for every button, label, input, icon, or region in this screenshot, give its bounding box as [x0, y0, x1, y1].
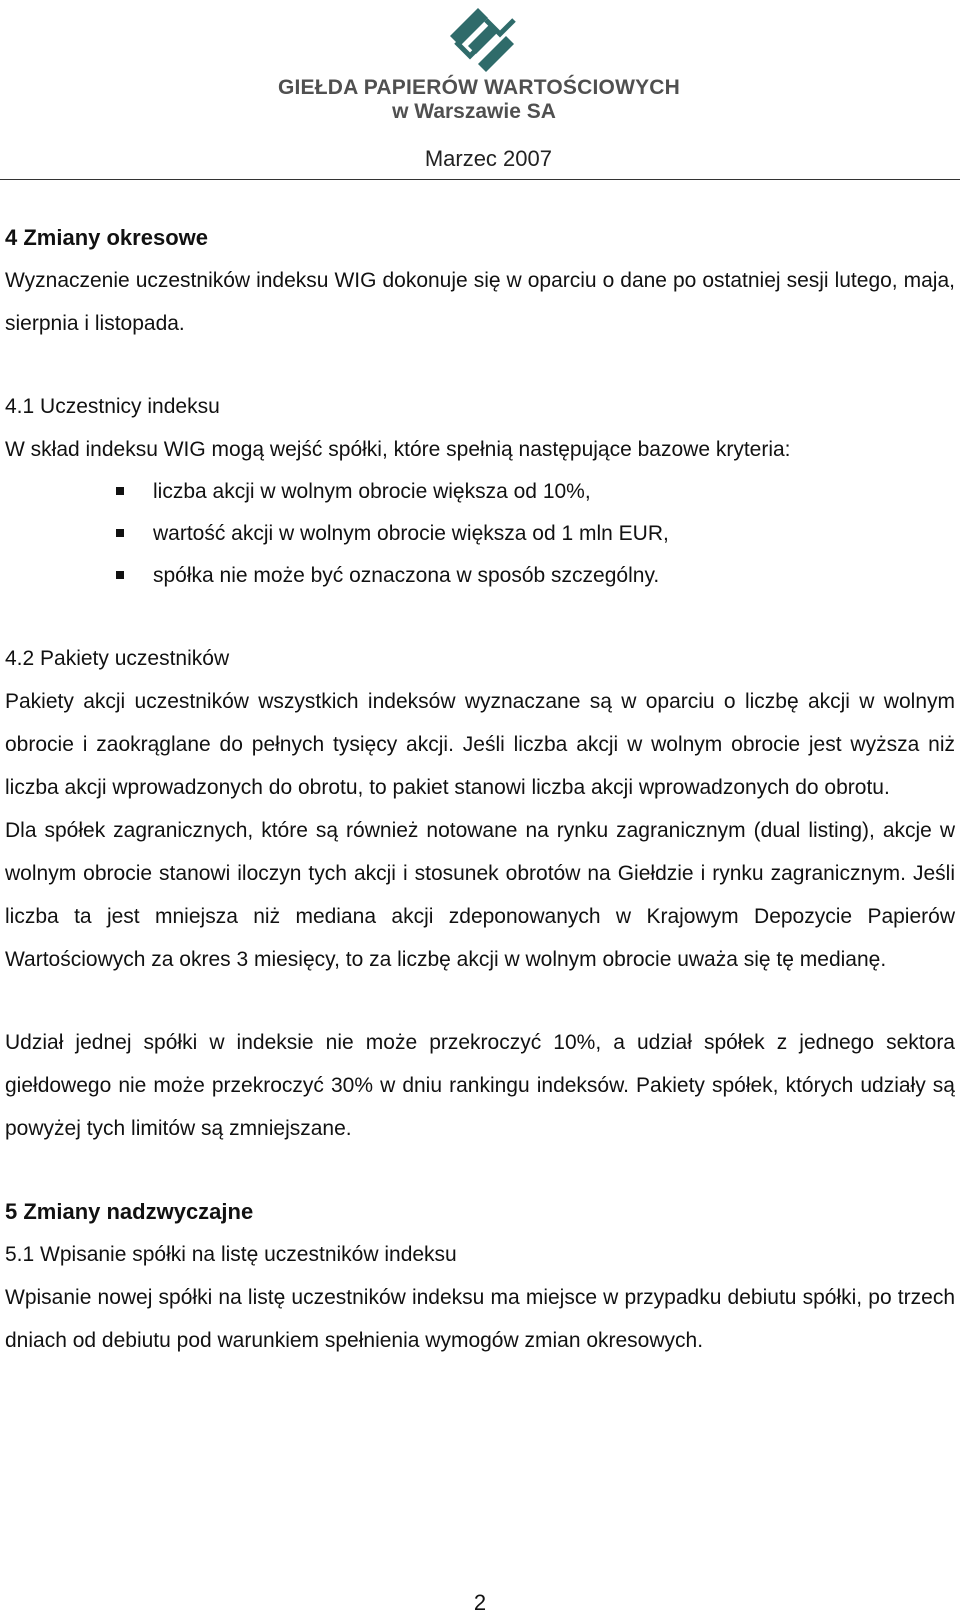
- bullet-square-icon: [116, 571, 124, 579]
- bullet-square-icon: [116, 529, 124, 537]
- organization-name: GIEŁDA PAPIERÓW WARTOŚCIOWYCH: [277, 76, 681, 99]
- list-item: liczba akcji w wolnym obrocie większa od 10%,: [115, 471, 955, 513]
- list-item: spółka nie może być oznaczona w sposób szczególny.: [115, 555, 955, 597]
- section-4-2-paragraph-2: Dla spółek zagranicznych, które są również notowane na rynku zagranicznym (dual listing), akcje w wolnym obrocie stanowi iloczyn tych akcji i stosunek obrotów na Giełdzie i rynku zagranicznym. Jeśli liczba ta jest mniejsza niż mediana akcji zdeponowanych w Krajowym Depozycie Papierów Wartościowych za okres 3 miesięcy, to za liczbę akcji w wolnym obrocie uważa się tę medianę.: [5, 819, 955, 971]
- organization-location: w Warszawie SA: [392, 100, 556, 123]
- gpw-logo-icon: [430, 2, 530, 74]
- bullet-square-icon: [116, 487, 124, 495]
- section-4-2-paragraph-1: Pakiety akcji uczestników wszystkich indeksów wyznaczane są w oparciu o liczbę akcji w wolnym obrocie i zaokrąglane do pełnych tysięcy akcji. Jeśli liczba akcji w wolnym obrocie jest wyższa niż liczba akcji wprowadzonych do obrotu, to pakiet stanowi liczba akcji wprowadzonych do obrotu.: [5, 690, 955, 799]
- section-4-heading: 4 Zmiany okresowe: [5, 225, 208, 250]
- document-date: Marzec 2007: [424, 146, 552, 171]
- section-4-2-heading: 4.2 Pakiety uczestników: [5, 647, 230, 670]
- section-4-intro: Wyznaczenie uczestników indeksu WIG dokonuje się w oparciu o dane po ostatniej sesji lutego, maja, sierpnia i listopada.: [5, 269, 955, 335]
- list-item: wartość akcji w wolnym obrocie większa od 1 mln EUR,: [115, 513, 955, 555]
- section-5-1-heading: 5.1 Wpisanie spółki na listę uczestników indeksu: [5, 1243, 457, 1266]
- criteria-list: [5, 471, 955, 597]
- document-body: [5, 216, 955, 1362]
- header-divider: [0, 179, 960, 180]
- page-number: 2: [473, 1590, 487, 1615]
- section-4-2-paragraph-3: Udział jednej spółki w indeksie nie może przekroczyć 10%, a udział spółek z jednego sektora giełdowego nie może przekroczyć 30% w dniu rankingu indeksów. Pakiety spółek, których udziały są powyżej tych limitów są zmniejszane.: [5, 1031, 955, 1140]
- section-5-heading: 5 Zmiany nadzwyczajne: [5, 1199, 254, 1224]
- section-4-1-intro: W skład indeksu WIG mogą wejść spółki, które spełnią następujące bazowe kryteria:: [5, 438, 791, 461]
- section-4-1-heading: 4.1 Uczestnicy indeksu: [5, 395, 220, 418]
- section-5-1-paragraph: Wpisanie nowej spółki na listę uczestników indeksu ma miejsce w przypadku debiutu spółki, po trzech dniach od debiutu pod warunkiem spełnienia wymogów zmian okresowych.: [5, 1286, 955, 1352]
